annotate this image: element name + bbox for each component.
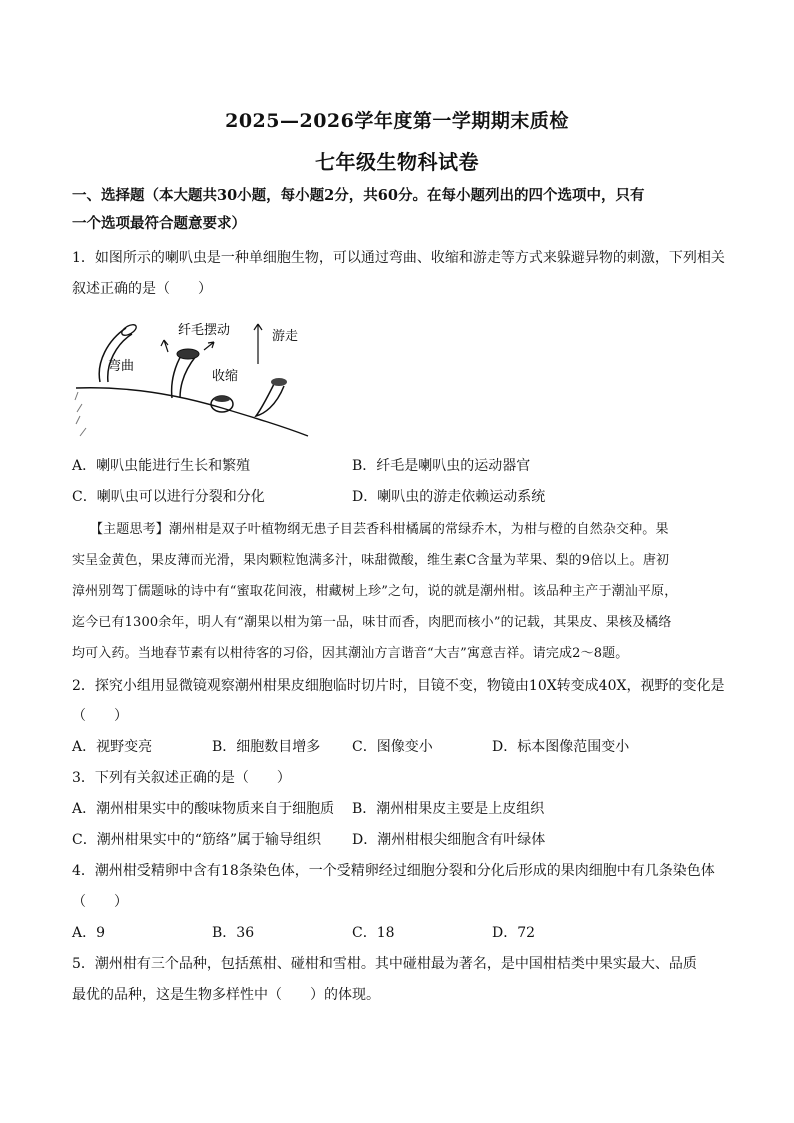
q2-option-c: C．图像变小	[352, 739, 433, 755]
q3-option-a: A．潮州柑果实中的酸味物质来自于细胞质	[72, 801, 335, 817]
theme-passage-line-5: 均可入药。当地春节素有以柑待客的习俗，因其潮汕方言谐音“大吉”寓意吉祥。请完成2～8题。	[72, 646, 629, 661]
stentor-figure	[72, 316, 312, 440]
label-cilia: 纤毛摆动	[178, 323, 231, 338]
question-3-stem: 3．下列有关叙述正确的是（ ）	[72, 770, 291, 786]
q4-option-a: A．9	[72, 925, 106, 941]
q2-option-a: A．视野变亮	[72, 739, 153, 755]
label-bend: 弯曲	[108, 359, 135, 374]
theme-passage-line-4: 迄今已有1300余年，明人有“潮果以柑为第一品，味甘而香，肉肥而核小”的记载，其果皮、果核及橘络	[72, 615, 672, 630]
question-2-stem: 2．探究小组用显微镜观察潮州柑果皮细胞临时切片时，目镜不变，物镜由10X转变成40X，视野的变化是	[72, 678, 725, 694]
theme-passage-line-3: 漳州别驾丁儒题咏的诗中有“蜜取花间液，柑藏树上珍”之句，说的就是潮州柑。该品种主产于潮汕平原，	[72, 584, 678, 599]
question-5-stem-cont: 最优的品种，这是生物多样性中（ ）的体现。	[72, 987, 380, 1003]
stentor-illustration	[72, 316, 312, 440]
theme-passage-line-2: 实呈金黄色，果皮薄而光滑，果肉颗粒饱满多汁，味甜微酸，维生素C含量为苹果、梨的9倍以上。唐初	[72, 553, 670, 568]
section-heading-cont: 一个选项最符合题意要求）	[72, 215, 246, 232]
q2-option-b: B．细胞数目增多	[212, 739, 321, 755]
label-swim: 游走	[272, 329, 299, 344]
q3-option-d: D．潮州柑根尖细胞含有叶绿体	[352, 832, 546, 848]
q4-option-c: C．18	[352, 925, 395, 941]
q1-option-a: A．喇叭虫能进行生长和繁殖	[72, 458, 251, 474]
exam-title: 2025—2026学年度第一学期期末质检	[225, 110, 569, 132]
q3-option-c: C．潮州柑果实中的“筋络”属于输导组织	[72, 832, 322, 848]
q3-option-b: B．潮州柑果皮主要是上皮组织	[352, 801, 545, 817]
q1-option-d: D．喇叭虫的游走依赖运动系统	[352, 489, 546, 505]
exam-subtitle: 七年级生物科试卷	[315, 150, 479, 174]
q1-option-c: C．喇叭虫可以进行分裂和分化	[72, 489, 265, 505]
question-4-stem-cont: （ ）	[72, 894, 128, 910]
question-5-stem: 5．潮州柑有三个品种，包括蕉柑、碰柑和雪柑。其中碰柑最为著名，是中国柑桔类中果实最大、品质	[72, 956, 697, 972]
question-4-stem: 4．潮州柑受精卵中含有18条染色体，一个受精卵经过细胞分裂和分化后形成的果肉细胞中有几条染色体	[72, 863, 715, 879]
section-heading: 一、选择题（本大题共30小题，每小题2分，共60分。在每小题列出的四个选项中，只有	[72, 187, 645, 204]
question-2-stem-cont: （ ）	[72, 708, 128, 724]
q1-option-b: B．纤毛是喇叭虫的运动器官	[352, 458, 531, 474]
theme-passage-line-1: 【主题思考】潮州柑是双子叶植物纲无患子目芸香科柑橘属的常绿乔木，为柑与橙的自然杂交种。果	[90, 522, 669, 537]
question-1-stem-cont: 叙述正确的是（ ）	[72, 281, 212, 297]
label-contract: 收缩	[212, 369, 239, 384]
q4-option-b: B．36	[212, 925, 255, 941]
question-1-stem: 1．如图所示的喇叭虫是一种单细胞生物，可以通过弯曲、收缩和游走等方式来躲避异物的刺激，下列相关	[72, 250, 725, 266]
q4-option-d: D．72	[492, 925, 536, 941]
q2-option-d: D．标本图像范围变小	[492, 739, 630, 755]
